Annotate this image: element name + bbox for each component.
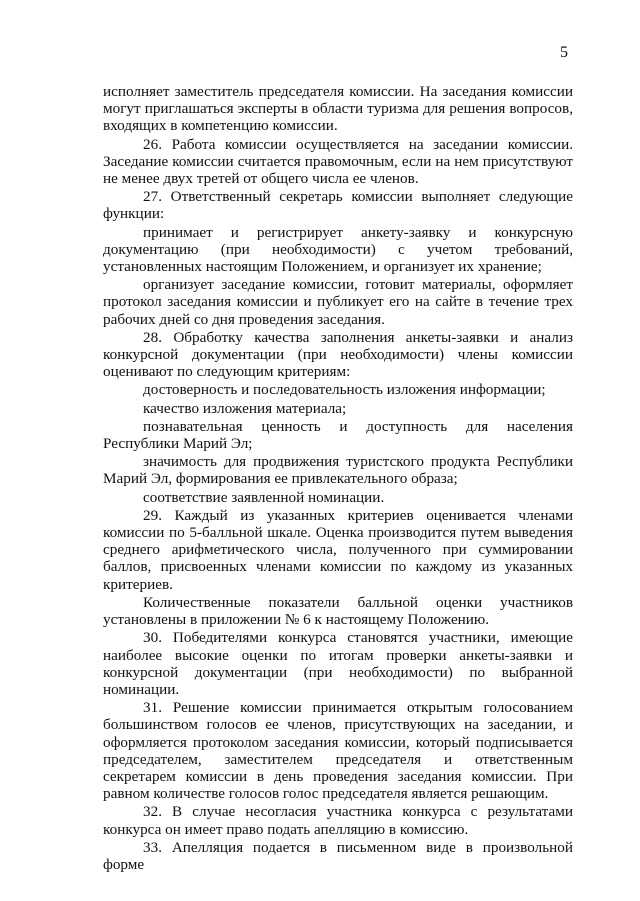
paragraph-31: 31. Решение комиссии принимается открытым голосованием большинством голосов ее членов, присутствующих на заседании, и оформляется протоколом заседания комиссии, который подписывается председателем, заместителем председателя и ответственным секретарем комиссии в день проведения заседания комиссии. При равном количестве голосов голос председателя является решающим. [103, 699, 573, 803]
paragraph-33: 33. Апелляция подается в письменном виде в произвольной форме [103, 838, 573, 873]
paragraph-27-function-organize: организует заседание комиссии, готовит материалы, оформляет протокол заседания комиссии и публикует его на сайте в течение трех рабочих дней со дня проведения заседания. [103, 276, 573, 328]
paragraph-26: 26. Работа комиссии осуществляется на заседании комиссии. Заседание комиссии считается правомочным, если на нем присутствуют не менее двух третей от общего числа ее членов. [103, 135, 573, 188]
page-number: 5 [560, 44, 568, 61]
paragraph-29: 29. Каждый из указанных критериев оценивается членами комиссии по 5-балльной шкале. Оценка производится путем выведения среднего арифметического числа, полученного при суммировании баллов, присвоенных членами комиссии по каждому из указанных критериев. [103, 506, 573, 593]
criterion-quality: качество изложения материала; [143, 399, 347, 417]
paragraph-29-scores: Количественные показатели балльной оценки участников установлены в приложении № 6 к настоящему Положению. [103, 593, 573, 629]
document-body [103, 83, 573, 873]
paragraph-27: 27. Ответственный секретарь комиссии выполняет следующие функции: [103, 188, 573, 223]
paragraph-28: 28. Обработку качества заполнения анкеты-заявки и анализ конкурсной документации (при необходимости) члены комиссии оценивают по следующим критериям: [103, 328, 573, 381]
criterion-nomination: соответствие заявленной номинации. [143, 488, 385, 506]
criterion-reliability: достоверность и последовательность изложения информации; [143, 381, 546, 399]
criterion-significance: значимость для продвижения туристского продукта Республики Марий Эл, формирования ее привлекательного образа; [103, 453, 573, 488]
paragraph-27-function-register: принимает и регистрирует анкету-заявку и конкурсную документацию (при необходимости) с учетом требований, установленных настоящим Положением, и организует их хранение; [103, 223, 573, 276]
paragraph-32: 32. В случае несогласия участника конкурса с результатами конкурса он имеет право подать апелляцию в комиссию. [103, 803, 573, 838]
criterion-cognitive-value: познавательная ценность и доступность для населения Республики Марий Эл; [103, 417, 573, 453]
paragraph-continuation: исполняет заместитель председателя комиссии. На заседания комиссии могут приглашаться эксперты в области туризма для решения вопросов, входящих в компетенцию комиссии. [103, 83, 573, 135]
paragraph-30: 30. Победителями конкурса становятся участники, имеющие наиболее высокие оценки по итогам проверки анкеты-заявки и конкурсной документации (при необходимости) по выбранной номинации. [103, 629, 573, 698]
